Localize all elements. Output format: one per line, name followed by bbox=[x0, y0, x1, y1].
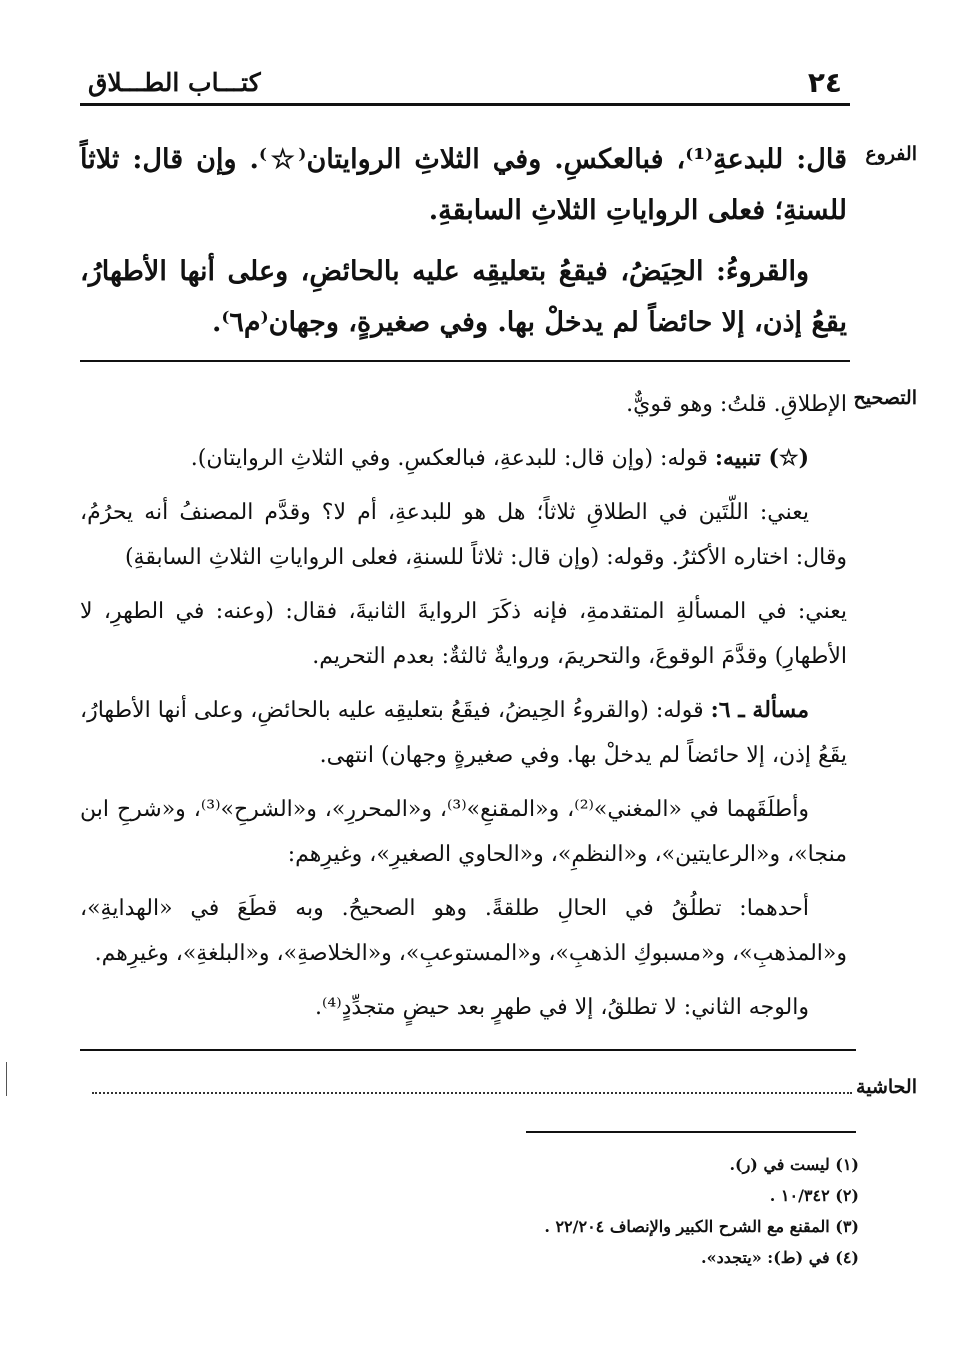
masala-text: قوله: (والقروءُ الحِيضُ، فيقَعُ بتعليقِه عليه بالحائضِ، وعلى أنها الأطهارُ، يقَعُ إذن، إلا حائضاً لم يدخلْ بها. وفي صغيرةٍ وجهان) انتهى. bbox=[80, 698, 847, 768]
tashih-first-line: الإطلاقِ. قلتُ: وهو قويٌّ. bbox=[626, 392, 847, 417]
label-furu: الفروع bbox=[865, 143, 917, 165]
running-title: كتـــاب الطـــلاق bbox=[88, 68, 261, 97]
footnote-3: (٣) المقنع مع الشرح الكبير والإنصاف ٢٢/٢٠٤ . bbox=[544, 1217, 859, 1236]
scan-margin-mark bbox=[6, 1062, 7, 1096]
section-divider bbox=[80, 360, 850, 362]
commentary-end-rule bbox=[80, 1049, 856, 1051]
matn-paragraph-2: والقروءُ: الحِيَضُ، فيقعُ بتعليقِه عليه بالحائضِ، وعلى أنها الأطهارُ، يقعُ إذن، إلا حائضاً لم يدخلْ بها. وفي صغيرةٍ، وجهان⁽م٦⁾. bbox=[80, 256, 847, 338]
tanbih-paragraph bbox=[80, 436, 847, 481]
commentary-paragraph-6: أحدهما: تطلُقُ في الحالِ طلقةً. وهو الصحيحُ. وبه قطَعَ في «الهدايةِ»، و«المذهبِ»، و«مسبوكِ الذهبِ»، و«المستوعبِ»، و«الخلاصةِ»، و«البلغةِ»، وغيرِهم. bbox=[80, 896, 847, 966]
hashiya-dotted-line bbox=[92, 1092, 852, 1094]
masala-lead: مسألة ـ ٦: bbox=[710, 697, 810, 723]
footnote-1: (١) ليست في (ر). bbox=[729, 1155, 859, 1174]
commentary-paragraph-5: وأطلَقَهما في «المغني»⁽²⁾، و«المقنعِ»⁽³⁾، و«المحررِ»، و«الشرحِ»⁽³⁾، و«شرحِ ابن منجا»، و«الرعايتين»، و«النظمِ»، و«الحاوي الصغيرِ»، وغيرِهم: bbox=[80, 797, 847, 867]
commentary-paragraph-3: يعني: في المسألةِ المتقدمةِ، فإنه ذكَرَ الروايةَ الثانيةَ، فقال: (وعنه: في الطهرِ، لا الأطهارِ) وقدَّمَ الوقوعَ، والتحريمَ، وروايةٌ ثالثةٌ: بعدم التحريم. bbox=[80, 599, 847, 669]
matn-paragraph-1: قال: للبدعةِ⁽¹⁾، فبالعكسِ. وفي الثلاثِ الروايتان⁽☆⁾. وإن قال: ثلاثاً للسنةِ؛ فعلى الرواياتِ الثلاثِ السابقةِ. bbox=[80, 144, 847, 226]
tanbih-lead: (☆) تنبيه: bbox=[714, 445, 809, 471]
header-rule bbox=[80, 103, 850, 106]
label-hashiya: الحاشية bbox=[856, 1076, 917, 1098]
commentary-paragraph-2: يعني: اللّتَين في الطلاقِ ثلاثاً؛ هل هو للبدعةِ، أم لا؟ وقدَّم المصنفُ أنه يحرُمُ، وقال: اختاره الأكثرُ. وقوله: (وإن قال: ثلاثاً للسنةِ، فعلى الرواياتِ الثلاثِ السابقةِ) bbox=[80, 500, 847, 570]
footnote-rule bbox=[526, 1131, 856, 1133]
tanbih-text: قوله: (وإن قال: للبدعةِ، فبالعكسِ. وفي الثلاثِ الروايتان). bbox=[190, 446, 715, 471]
tashih-commentary bbox=[80, 436, 847, 1039]
masala-paragraph bbox=[80, 688, 847, 778]
footnotes bbox=[359, 1150, 859, 1274]
footnote-2: (٢) ١٠/٣٤٢ . bbox=[769, 1186, 859, 1205]
commentary-paragraph-7: والوجه الثاني: لا تطلقُ، إلا في طهرٍ بعد حيضٍ متجدِّدٍ⁽⁴⁾. bbox=[315, 995, 809, 1020]
page-header bbox=[80, 66, 850, 100]
page-number: ٢٤ bbox=[807, 66, 842, 99]
footnote-4: (٤) في (ط): «يتجدد». bbox=[701, 1248, 859, 1267]
label-tashih: التصحيح bbox=[853, 387, 917, 409]
matn-text bbox=[80, 134, 847, 358]
